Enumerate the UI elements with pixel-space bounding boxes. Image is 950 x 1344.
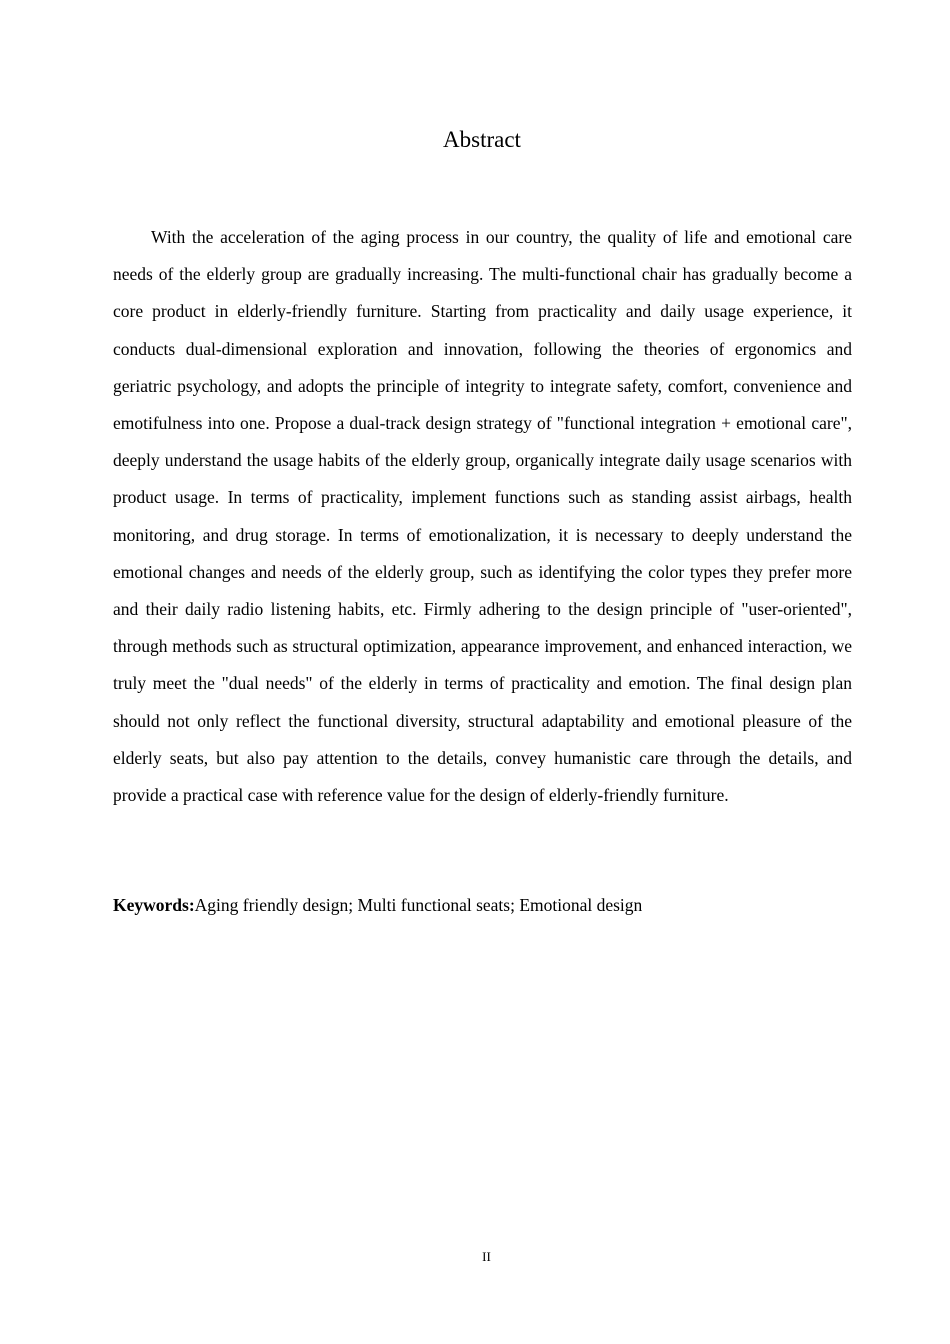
keywords-line xyxy=(113,888,852,922)
keywords-text: Aging friendly design; Multi functional seats; Emotional design xyxy=(194,895,643,915)
keywords-label: Keywords: xyxy=(113,895,195,915)
page-number: II xyxy=(482,1249,491,1264)
abstract-paragraph: With the acceleration of the aging process in our country, the quality of life and emotional care needs of the elderly group are gradually increasing. The multi-functional chair has gradually become a core product in elderly-friendly furniture. Starting from practicality and daily usage experience, it conducts dual-dimensional exploration and innovation, following the theories of ergonomics and geriatric psychology, and adopts the principle of integrity to integrate safety, comfort, convenience and emotifulness into one. Propose a dual-track design strategy of "functional integration + emotional care", deeply understand the usage habits of the elderly group, organically integrate daily usage scenarios with product usage. In terms of practicality, implement functions such as standing assist airbags, health monitoring, and drug storage. In terms of emotionalization, it is necessary to deeply understand the emotional changes and needs of the elderly group, such as identifying the color types they prefer more and their daily radio listening habits, etc. Firmly adhering to the design principle of "user-oriented", through methods such as structural optimization, appearance improvement, and enhanced interaction, we truly meet the "dual needs" of the elderly in terms of practicality and emotion. The final design plan should not only reflect the functional diversity, structural adaptability and emotional pleasure of the elderly seats, but also pay attention to the details, convey humanistic care through the details, and provide a practical case with reference value for the design of elderly-friendly furniture. xyxy=(113,227,852,806)
page-title: Abstract xyxy=(443,127,521,152)
